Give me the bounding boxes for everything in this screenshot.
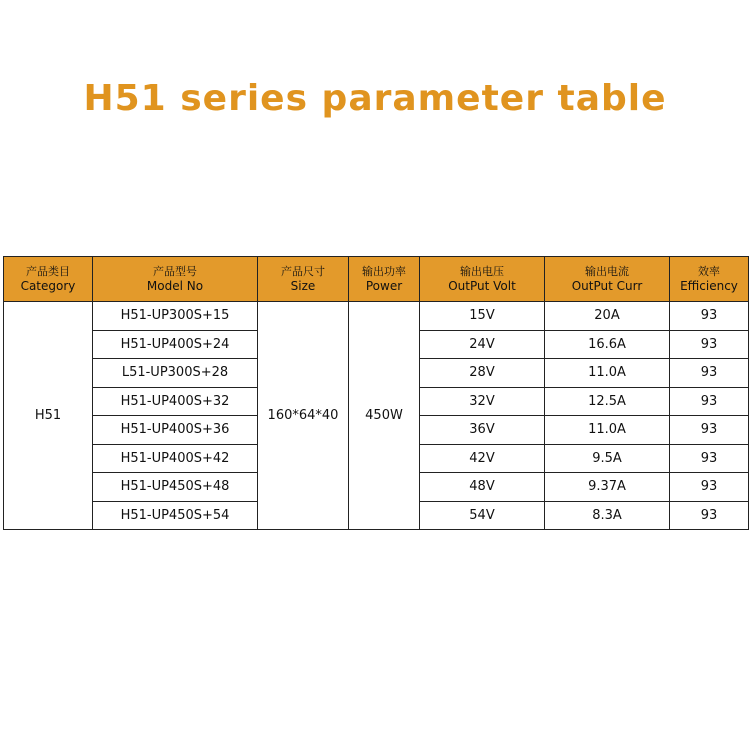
header-size: [258, 257, 349, 302]
page-title: H51 series parameter table: [83, 78, 667, 119]
curr-cell: 11.0A: [545, 359, 670, 388]
header-power: [349, 257, 420, 302]
efficiency-cell: 93: [670, 416, 749, 445]
header-efficiency: [670, 257, 749, 302]
header-power-zh: 输出功率: [362, 265, 406, 278]
header-curr-zh: 输出电流: [585, 265, 629, 278]
efficiency-cell: 93: [670, 444, 749, 473]
model-cell: H51-UP400S+32: [93, 387, 258, 416]
curr-cell: 11.0A: [545, 416, 670, 445]
header-model-en: Model No: [146, 279, 204, 293]
curr-cell: 20A: [545, 302, 670, 331]
volt-cell: 48V: [420, 473, 545, 502]
curr-cell: 9.37A: [545, 473, 670, 502]
curr-cell: 12.5A: [545, 387, 670, 416]
header-model: [93, 257, 258, 302]
header-volt-en: OutPut Volt: [448, 279, 516, 293]
model-cell: H51-UP450S+54: [93, 501, 258, 530]
efficiency-cell: 93: [670, 302, 749, 331]
header-model-zh: 产品型号: [153, 265, 197, 278]
volt-cell: 15V: [420, 302, 545, 331]
header-category: [4, 257, 93, 302]
volt-cell: 36V: [420, 416, 545, 445]
volt-cell: 42V: [420, 444, 545, 473]
table-row: [4, 302, 749, 331]
header-curr-en: OutPut Curr: [571, 279, 643, 293]
volt-cell: 54V: [420, 501, 545, 530]
header-category-en: Category: [20, 279, 76, 293]
efficiency-cell: 93: [670, 501, 749, 530]
efficiency-cell: 93: [670, 473, 749, 502]
header-category-zh: 产品类目: [26, 265, 70, 278]
model-cell: H51-UP400S+42: [93, 444, 258, 473]
volt-cell: 32V: [420, 387, 545, 416]
power-cell: 450W: [349, 302, 420, 530]
table-header-row: [4, 257, 749, 302]
model-cell: H51-UP400S+36: [93, 416, 258, 445]
category-cell: H51: [4, 302, 93, 530]
header-curr: [545, 257, 670, 302]
efficiency-cell: 93: [670, 330, 749, 359]
efficiency-cell: 93: [670, 387, 749, 416]
header-power-en: Power: [365, 279, 403, 293]
size-cell: 160*64*40: [258, 302, 349, 530]
model-cell: H51-UP400S+24: [93, 330, 258, 359]
curr-cell: 9.5A: [545, 444, 670, 473]
curr-cell: 16.6A: [545, 330, 670, 359]
model-cell: H51-UP300S+15: [93, 302, 258, 331]
header-volt-zh: 输出电压: [460, 265, 504, 278]
header-efficiency-en: Efficiency: [680, 279, 738, 293]
header-size-en: Size: [290, 279, 316, 293]
model-cell: L51-UP300S+28: [93, 359, 258, 388]
header-efficiency-zh: 效率: [698, 265, 720, 278]
header-size-zh: 产品尺寸: [281, 265, 325, 278]
model-cell: H51-UP450S+48: [93, 473, 258, 502]
efficiency-cell: 93: [670, 359, 749, 388]
header-volt: [420, 257, 545, 302]
volt-cell: 28V: [420, 359, 545, 388]
curr-cell: 8.3A: [545, 501, 670, 530]
volt-cell: 24V: [420, 330, 545, 359]
parameter-table: [3, 256, 749, 530]
